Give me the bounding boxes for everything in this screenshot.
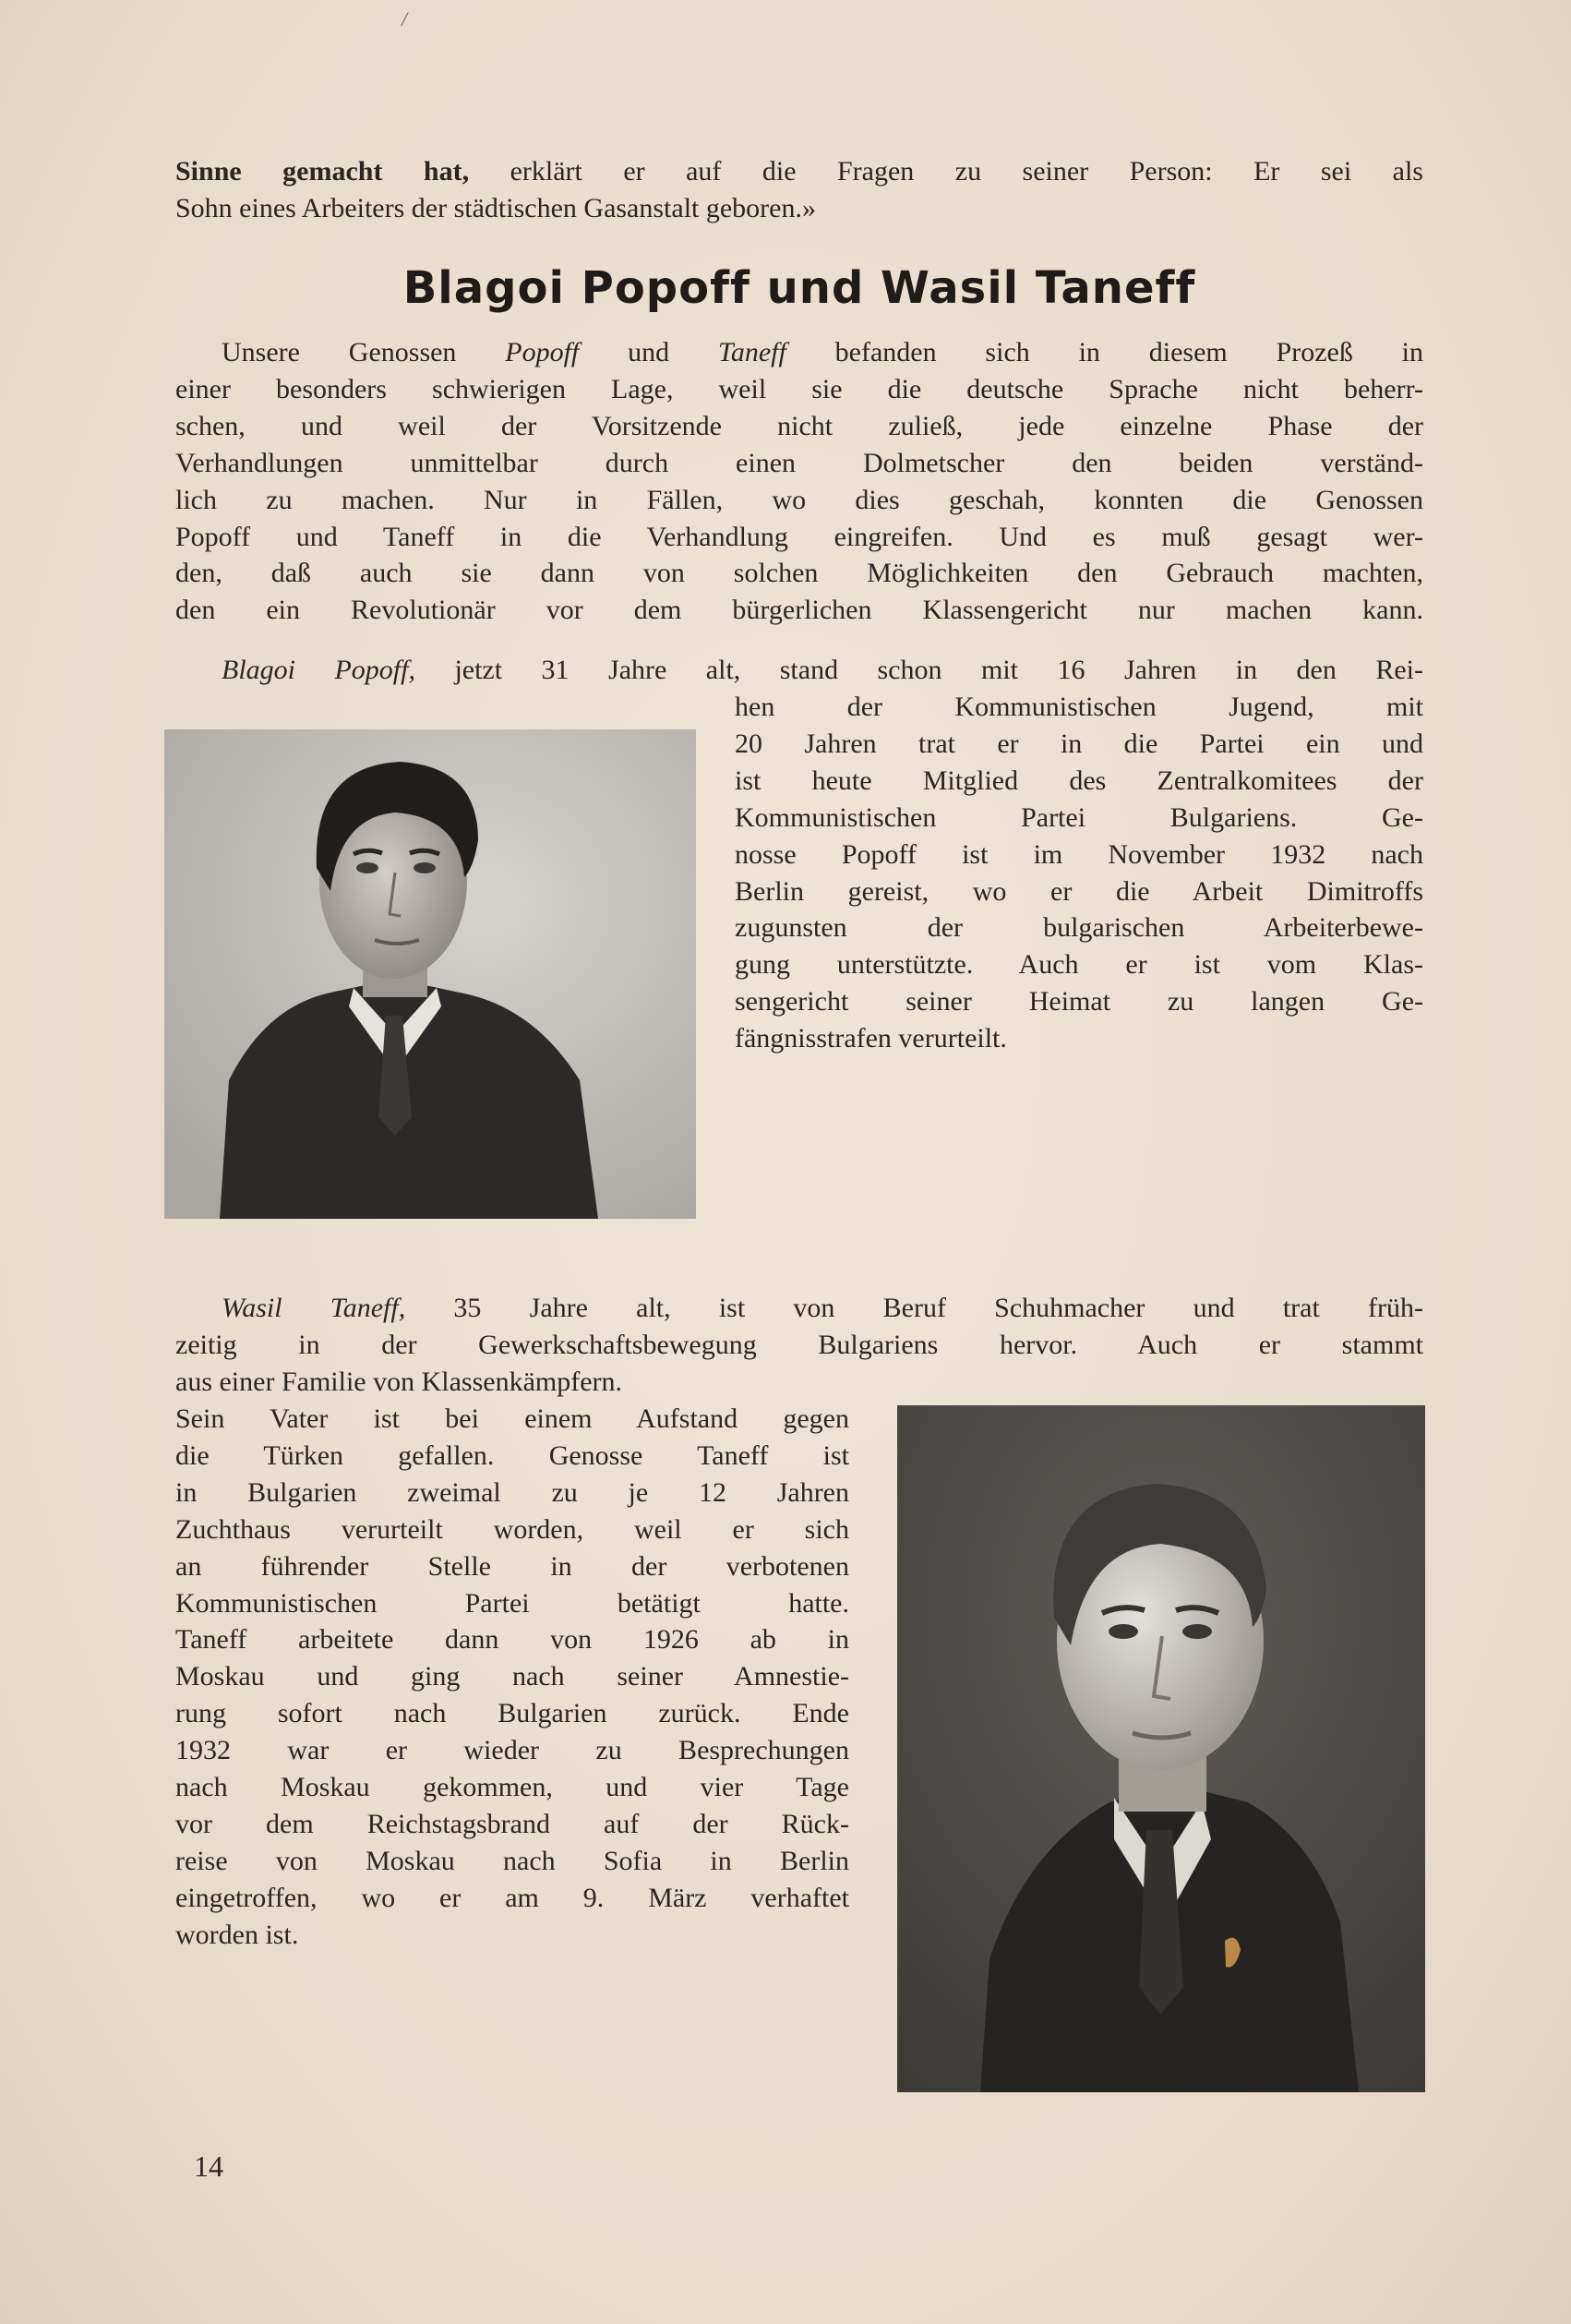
intro-line — [175, 153, 1423, 190]
paragraph-line: nosse Popoff ist im November 1932 nach — [735, 838, 1423, 870]
paragraph-line: rung sofort nach Bulgarien zurück. Ende — [175, 1698, 849, 1729]
name-italic: Popoff — [505, 337, 580, 367]
paragraph-line: in Bulgarien zweimal zu je 12 Jahren — [175, 1476, 849, 1508]
paragraph-line: ist heute Mitglied des Zentralkomitees der — [735, 765, 1423, 796]
text-segment: Unsere Genossen — [222, 337, 506, 367]
paragraph-line: sengericht seiner Heimat zu langen Ge- — [735, 986, 1423, 1018]
paragraph-line: einer besonders schwierigen Lage, weil sie die deutsche Sprache nicht beherr- — [175, 373, 1423, 404]
taneff-lead-line — [222, 1290, 1423, 1327]
paragraph-line — [222, 652, 1423, 689]
intro-line — [175, 190, 1423, 227]
intro-text: Sohn eines Arbeiters der städtischen Gasanstalt geboren.» — [175, 192, 816, 223]
popoff-name: Blagoi Popoff, — [222, 655, 415, 685]
paragraph-line — [222, 1290, 1423, 1327]
section-heading: Blagoi Popoff und Wasil Taneff — [402, 262, 1196, 314]
paragraph-line: 1932 war er wieder zu Besprechungen — [175, 1735, 849, 1766]
paragraph-line: lich zu machen. Nur in Fällen, wo dies geschah, konnten die Genossen — [175, 484, 1423, 515]
paragraph-line: Verhandlungen unmittelbar durch einen Dolmetscher den beiden verständ- — [175, 447, 1423, 478]
paragraph-line — [175, 334, 1423, 371]
text-segment: und — [579, 337, 718, 367]
taneff-name: Wasil Taneff, — [222, 1293, 406, 1323]
paragraph-line: zeitig in der Gewerkschaftsbewegung Bulgariens hervor. Auch er stammt — [175, 1330, 1423, 1360]
intro-paragraph — [175, 153, 1423, 227]
popoff-biography — [735, 689, 1423, 1057]
name-italic: Taneff — [717, 337, 786, 367]
paragraph-line: worden ist. — [175, 1919, 299, 1950]
paragraph-line: den ein Revolutionär vor dem bürgerlichen Klassengericht nur machen kann. — [175, 595, 1423, 626]
paragraph-line: gung unterstützte. Auch er ist vom Klas- — [735, 949, 1423, 981]
paragraph-line: 20 Jahren trat er in die Partei ein und — [735, 728, 1423, 759]
paragraph-line: Moskau und ging nach seiner Amnestie- — [175, 1661, 849, 1692]
text-segment: 35 Jahre alt, ist von Beruf Schuhmacher und trat früh- — [405, 1293, 1423, 1323]
paragraph-line: Sein Vater ist bei einem Aufstand gegen — [175, 1403, 849, 1434]
text-segment: jetzt 31 Jahre alt, stand schon mit 16 Jahren in den Rei- — [414, 655, 1423, 685]
paragraph-line: aus einer Familie von Klassenkämpfern. — [175, 1366, 623, 1397]
paragraph-line: Kommunistischen Partei Bulgariens. Ge- — [735, 801, 1423, 833]
paragraph-line: nach Moskau gekommen, und vier Tage — [175, 1772, 849, 1803]
popoff-lead-line — [222, 652, 1423, 689]
intro-bold-text: Sinne gemacht hat, — [175, 156, 470, 187]
paragraph-line: die Türken gefallen. Genosse Taneff ist — [175, 1439, 849, 1471]
taneff-intro — [175, 1327, 1423, 1401]
paragraph-line: Kommunistischen Partei betätigt hatte. — [175, 1587, 849, 1619]
taneff-portrait-image — [897, 1405, 1425, 2092]
paragraph-line: Zuchthaus verurteilt worden, weil er sich — [175, 1513, 849, 1545]
paragraph-line: Popoff und Taneff in die Verhandlung eingreifen. Und es muß gesagt wer- — [175, 521, 1423, 552]
taneff-portrait-photo — [897, 1405, 1425, 2092]
taneff-biography — [175, 1401, 849, 1954]
paragraph-line: eingetroffen, wo er am 9. März verhaftet — [175, 1882, 849, 1913]
paragraph-line: Taneff arbeitete dann von 1926 ab in — [175, 1624, 849, 1656]
paragraph-line: zugunsten der bulgarischen Arbeiterbewe- — [735, 912, 1423, 944]
paragraph-line: hen der Kommunistischen Jugend, mit — [735, 692, 1423, 722]
paragraph-line: Berlin gereist, wo er die Arbeit Dimitroffs — [735, 875, 1423, 907]
paragraph-line: fängnisstrafen verurteilt. — [735, 1023, 1007, 1054]
popoff-portrait-photo — [164, 729, 696, 1219]
text-segment: befanden sich in diesem Prozeß in — [786, 337, 1424, 367]
page-mark: / — [402, 7, 408, 30]
page-number: 14 — [194, 2149, 223, 2183]
intro-text: erklärt er auf die Fragen zu seiner Person: Er sei als — [469, 156, 1423, 187]
paragraph-line: schen, und weil der Vorsitzende nicht zuließ, jede einzelne Phase der — [175, 410, 1423, 441]
paragraph-line: den, daß auch sie dann von solchen Möglichkeiten den Gebrauch machten, — [175, 558, 1423, 589]
paragraph-line: an führender Stelle in der verbotenen — [175, 1550, 849, 1582]
trial-paragraph — [175, 334, 1423, 629]
popoff-portrait-image — [164, 729, 696, 1219]
paragraph-line: vor dem Reichstagsbrand auf der Rück- — [175, 1808, 849, 1839]
paragraph-line: reise von Moskau nach Sofia in Berlin — [175, 1845, 849, 1876]
